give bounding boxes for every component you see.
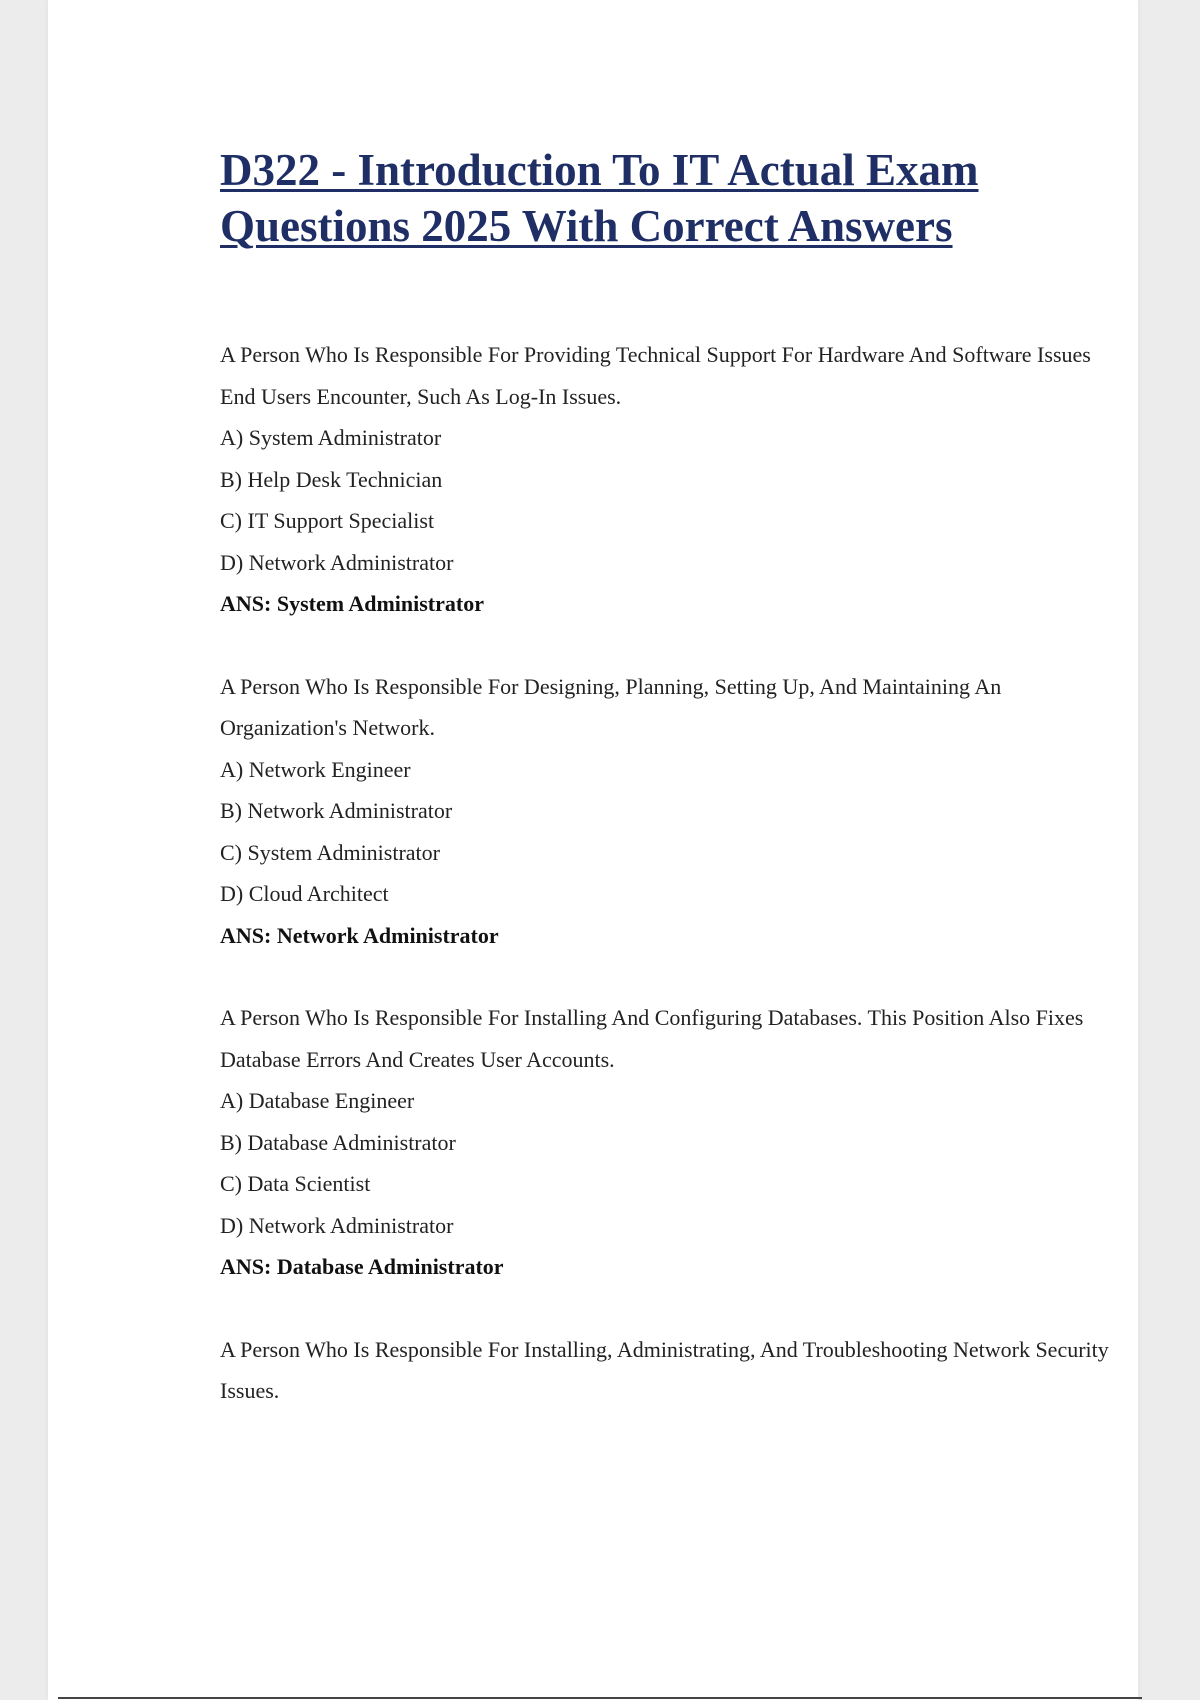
- option-a: A) Network Engineer: [220, 756, 411, 782]
- answer-text: ANS: Network Administrator: [220, 922, 499, 948]
- page-bottom-divider: [58, 1697, 1142, 1699]
- option-d: D) Network Administrator: [220, 1212, 454, 1238]
- title-line-2: Questions 2025 With Correct Answers: [220, 201, 953, 251]
- question-text: A Person Who Is Responsible For Designing, Planning, Setting Up, And Maintaining An Organization's Network.: [220, 673, 1002, 740]
- answer-text: ANS: Database Administrator: [220, 1254, 504, 1279]
- question-text: A Person Who Is Responsible For Providing Technical Support For Hardware And Software Issues End Users Encounter, Such As Log-In Issues.: [220, 342, 1091, 409]
- option-c: C) System Administrator: [220, 839, 440, 865]
- question-3: [220, 997, 1130, 1288]
- question-2: [220, 666, 1130, 957]
- option-d: D) Cloud Architect: [220, 881, 389, 906]
- document-title: [220, 142, 1130, 254]
- option-b: B) Help Desk Technician: [220, 466, 443, 492]
- question-text: A Person Who Is Responsible For Installing, Administrating, And Troubleshooting Network Security Issues.: [220, 1336, 1109, 1403]
- document-page: [48, 0, 1138, 1700]
- option-a: A) Database Engineer: [220, 1088, 415, 1113]
- option-c: C) IT Support Specialist: [220, 508, 435, 533]
- option-a: A) System Administrator: [220, 425, 442, 450]
- page-content: [220, 142, 1130, 1453]
- title-line-1: D322 - Introduction To IT Actual Exam: [220, 145, 979, 195]
- option-b: B) Database Administrator: [220, 1129, 456, 1155]
- question-1: [220, 334, 1130, 625]
- question-list: [220, 334, 1130, 1412]
- option-c: C) Data Scientist: [220, 1171, 371, 1196]
- option-b: B) Network Administrator: [220, 798, 453, 823]
- question-4: [220, 1329, 1130, 1412]
- option-d: D) Network Administrator: [220, 549, 454, 575]
- answer-text: ANS: System Administrator: [220, 591, 484, 616]
- question-text: A Person Who Is Responsible For Installing And Configuring Databases. This Position Also Fixes Database Errors And Creates User Accounts.: [220, 1005, 1084, 1072]
